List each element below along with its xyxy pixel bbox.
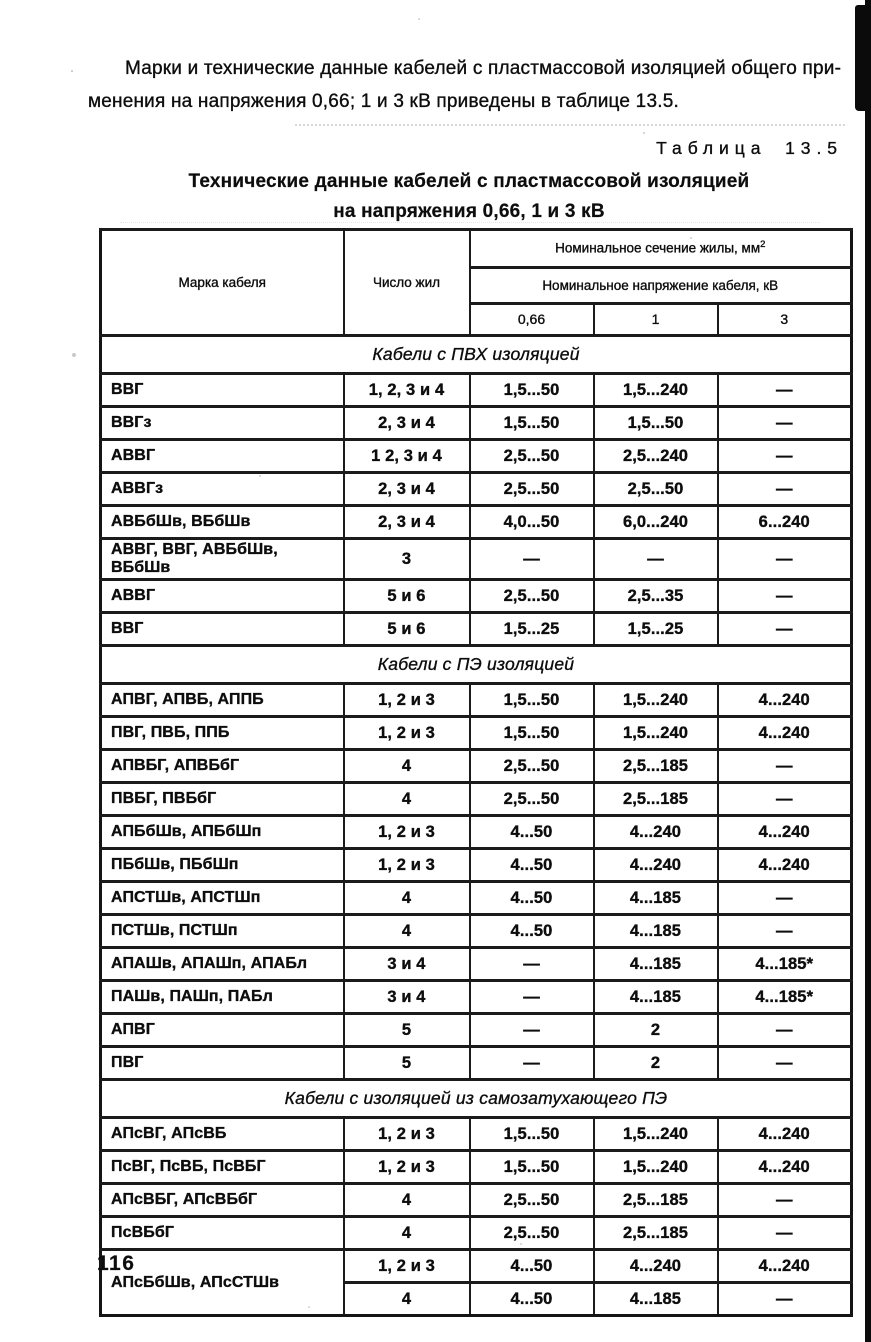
v1-cell: 2 [594, 1014, 718, 1047]
v3-cell: — [718, 1217, 852, 1250]
table-row [101, 1184, 852, 1217]
v1-cell: 4...240 [594, 1250, 718, 1283]
v3-cell: — [718, 539, 852, 580]
v1-cell: 4...240 [594, 849, 718, 882]
section-header-row [101, 336, 852, 374]
v3-cell: 4...240 [718, 1151, 852, 1184]
cores-cell: 4 [344, 882, 470, 915]
v3-cell: — [718, 1184, 852, 1217]
v066-cell: 1,5...50 [470, 1151, 594, 1184]
v1-cell: 4...240 [594, 816, 718, 849]
v3-cell: — [718, 440, 852, 473]
v066-cell: 4...50 [470, 1283, 594, 1316]
v1-cell: 1,5...25 [594, 613, 718, 646]
brand-cell: ПСТШв, ПСТШп [101, 915, 344, 948]
v066-cell: 4...50 [470, 1250, 594, 1283]
v066-cell: 1,5...50 [470, 684, 594, 717]
v066-cell: 2,5...50 [470, 1217, 594, 1250]
v3-cell: — [718, 915, 852, 948]
v3-cell: — [718, 473, 852, 506]
table-row [101, 580, 852, 613]
v1-cell: 2 [594, 1047, 718, 1080]
intro-paragraph [88, 52, 846, 118]
v3-cell: 4...240 [718, 849, 852, 882]
brand-cell: АВВГ [101, 580, 344, 613]
cores-cell: 1 2, 3 и 4 [344, 440, 470, 473]
v066-cell: 4...50 [470, 882, 594, 915]
cores-cell: 1, 2 и 3 [344, 849, 470, 882]
scan-artifact-dotted-line [295, 124, 845, 126]
v066-cell: 4...50 [470, 816, 594, 849]
v1-cell: 2,5...240 [594, 440, 718, 473]
table-row [101, 981, 852, 1014]
brand-cell: АПСТШв, АПСТШп [101, 882, 344, 915]
v3-cell: — [718, 1014, 852, 1047]
v3-cell: 4...240 [718, 1118, 852, 1151]
table-number-label: Таблица 13.5 [656, 138, 843, 158]
v1-cell: 2,5...185 [594, 783, 718, 816]
v066-cell: — [470, 539, 594, 580]
brand-cell: АПВГ [101, 1014, 344, 1047]
table-row [101, 717, 852, 750]
v066-cell: 1,5...50 [470, 374, 594, 407]
v1-cell: 1,5...240 [594, 1118, 718, 1151]
v1-cell: 4...185 [594, 948, 718, 981]
brand-cell: АПсБбШв, АПсСТШв [101, 1250, 344, 1316]
header-voltage-066: 0,66 [470, 304, 594, 336]
v1-cell: 2,5...185 [594, 1217, 718, 1250]
table-title-line-1: Технические данные кабелей с пластмассовой изоляцией [188, 171, 750, 192]
table-row [101, 440, 852, 473]
v3-cell: — [718, 407, 852, 440]
v1-cell: 1,5...240 [594, 684, 718, 717]
cores-cell: 2, 3 и 4 [344, 407, 470, 440]
scan-noise-specks [0, 0, 2, 2]
brand-cell: ПсВГ, ПсВБ, ПсВБГ [101, 1151, 344, 1184]
cores-cell: 4 [344, 750, 470, 783]
table-row [101, 506, 852, 539]
v3-cell: 4...240 [718, 717, 852, 750]
section-title: Кабели с изоляцией из самозатухающего ПЭ [101, 1080, 852, 1118]
cores-cell: 1, 2 и 3 [344, 1151, 470, 1184]
v1-cell: 2,5...50 [594, 473, 718, 506]
brand-cell: АВВГз [101, 473, 344, 506]
header-cores: Число жил [344, 230, 470, 336]
v3-cell: — [718, 1047, 852, 1080]
brand-cell: АПВГ, АПВБ, АППБ [101, 684, 344, 717]
header-row-1 [101, 230, 852, 268]
v3-cell: — [718, 374, 852, 407]
brand-cell: ПВГ [101, 1047, 344, 1080]
cores-cell: 5 и 6 [344, 613, 470, 646]
v066-cell: 1,5...50 [470, 1118, 594, 1151]
cores-cell: 1, 2 и 3 [344, 1250, 470, 1283]
cable-specs-table [99, 228, 853, 1317]
v1-cell: 1,5...240 [594, 1151, 718, 1184]
v066-cell: 4,0...50 [470, 506, 594, 539]
v1-cell: 1,5...50 [594, 407, 718, 440]
cores-cell: 2, 3 и 4 [344, 473, 470, 506]
section-title: Кабели с ПЭ изоляцией [101, 646, 852, 684]
brand-cell: АПВБГ, АПВБбГ [101, 750, 344, 783]
v066-cell: 4...50 [470, 849, 594, 882]
table-row [101, 948, 852, 981]
v066-cell: 1,5...50 [470, 717, 594, 750]
table-row [101, 783, 852, 816]
header-brand: Марка кабеля [101, 230, 344, 336]
brand-cell: АВВГ [101, 440, 344, 473]
table-row [101, 1217, 852, 1250]
cores-cell: 4 [344, 1217, 470, 1250]
header-voltage-1: 1 [594, 304, 718, 336]
table-row [101, 750, 852, 783]
v066-cell: 2,5...50 [470, 1184, 594, 1217]
v066-cell: 2,5...50 [470, 580, 594, 613]
v066-cell: — [470, 1047, 594, 1080]
brand-cell: АПсВБГ, АПсВБбГ [101, 1184, 344, 1217]
v066-cell: — [470, 1014, 594, 1047]
v3-cell: 4...185* [718, 948, 852, 981]
v066-cell: 2,5...50 [470, 783, 594, 816]
v3-cell: — [718, 783, 852, 816]
scan-edge-blob [855, 5, 871, 111]
section-title: Кабели с ПВХ изоляцией [101, 336, 852, 374]
v066-cell: 2,5...50 [470, 440, 594, 473]
brand-cell: АПАШв, АПАШп, АПАБл [101, 948, 344, 981]
brand-cell: АПБбШв, АПБбШп [101, 816, 344, 849]
cores-cell: 1, 2 и 3 [344, 717, 470, 750]
table-row [101, 1014, 852, 1047]
brand-cell: АПсВГ, АПсВБ [101, 1118, 344, 1151]
intro-line-2: менения на напряжения 0,66; 1 и 3 кВ приведены в таблице 13.5. [88, 91, 679, 112]
table-row [101, 1118, 852, 1151]
cores-cell: 4 [344, 783, 470, 816]
v1-cell: 1,5...240 [594, 374, 718, 407]
brand-cell: ПАШв, ПАШп, ПАБл [101, 981, 344, 1014]
table-row [101, 915, 852, 948]
brand-cell: ВВГ [101, 374, 344, 407]
header-voltage-group: Номинальное напряжение кабеля, кВ [470, 268, 852, 304]
page-number: 116 [97, 1252, 136, 1275]
v3-cell: 4...240 [718, 1250, 852, 1283]
cores-cell: 1, 2 и 3 [344, 816, 470, 849]
table-row [101, 374, 852, 407]
cores-cell: 2, 3 и 4 [344, 506, 470, 539]
brand-cell: ВВГ [101, 613, 344, 646]
v3-cell: — [718, 580, 852, 613]
brand-cell: ПВГ, ПВБ, ППБ [101, 717, 344, 750]
table-row [101, 1250, 852, 1283]
table-row [101, 882, 852, 915]
v3-cell: — [718, 750, 852, 783]
header-voltage-3: 3 [718, 304, 852, 336]
header-section-group-text: Номинальное сечение жилы, мм [555, 240, 761, 256]
v1-cell: 2,5...185 [594, 750, 718, 783]
v1-cell: 1,5...240 [594, 717, 718, 750]
table-row [101, 1151, 852, 1184]
brand-cell: ПсВБбГ [101, 1217, 344, 1250]
v3-cell: 6...240 [718, 506, 852, 539]
brand-cell: АВВГ, ВВГ, АВБбШв, ВБбШв [101, 539, 344, 580]
v3-cell: 4...240 [718, 684, 852, 717]
cores-cell: 3 и 4 [344, 981, 470, 1014]
cores-cell: 4 [344, 915, 470, 948]
cores-cell: 5 [344, 1014, 470, 1047]
cores-cell: 3 и 4 [344, 948, 470, 981]
brand-cell: ПБбШв, ПБбШп [101, 849, 344, 882]
table-row [101, 613, 852, 646]
v1-cell: 4...185 [594, 915, 718, 948]
v3-cell: — [718, 613, 852, 646]
v066-cell: — [470, 981, 594, 1014]
brand-cell: АВБбШв, ВБбШв [101, 506, 344, 539]
table-row [101, 407, 852, 440]
v1-cell: 2,5...35 [594, 580, 718, 613]
table-title [64, 167, 871, 227]
table-row [101, 849, 852, 882]
v1-cell: 6,0...240 [594, 506, 718, 539]
v1-cell: 4...185 [594, 882, 718, 915]
cores-cell: 4 [344, 1184, 470, 1217]
cores-cell: 5 [344, 1047, 470, 1080]
brand-cell: ПВБГ, ПВБбГ [101, 783, 344, 816]
table-row [101, 473, 852, 506]
v066-cell: 1,5...25 [470, 613, 594, 646]
v066-cell: 2,5...50 [470, 473, 594, 506]
section-header-row [101, 1080, 852, 1118]
v1-cell: — [594, 539, 718, 580]
v3-cell: 4...240 [718, 816, 852, 849]
header-section-group-sup: 2 [760, 239, 766, 251]
v066-cell: — [470, 948, 594, 981]
table-row [101, 816, 852, 849]
v3-cell: — [718, 1283, 852, 1316]
v066-cell: 1,5...50 [470, 407, 594, 440]
v1-cell: 2,5...185 [594, 1184, 718, 1217]
v066-cell: 4...50 [470, 915, 594, 948]
table-row [101, 684, 852, 717]
v1-cell: 4...185 [594, 981, 718, 1014]
cores-cell: 4 [344, 1283, 470, 1316]
intro-line-1: Марки и технические данные кабелей с пластмассовой изоляцией общего при- [125, 58, 842, 79]
v1-cell: 4...185 [594, 1283, 718, 1316]
cores-cell: 3 [344, 539, 470, 580]
header-section-group [470, 230, 852, 268]
table-row [101, 1047, 852, 1080]
cores-cell: 1, 2 и 3 [344, 1118, 470, 1151]
brand-cell: ВВГз [101, 407, 344, 440]
table-row [101, 539, 852, 580]
table-title-line-2: на напряжения 0,66, 1 и 3 кВ [333, 201, 605, 222]
v3-cell: — [718, 882, 852, 915]
cores-cell: 1, 2, 3 и 4 [344, 374, 470, 407]
section-header-row [101, 646, 852, 684]
v3-cell: 4...185* [718, 981, 852, 1014]
v066-cell: 2,5...50 [470, 750, 594, 783]
cores-cell: 1, 2 и 3 [344, 684, 470, 717]
cores-cell: 5 и 6 [344, 580, 470, 613]
